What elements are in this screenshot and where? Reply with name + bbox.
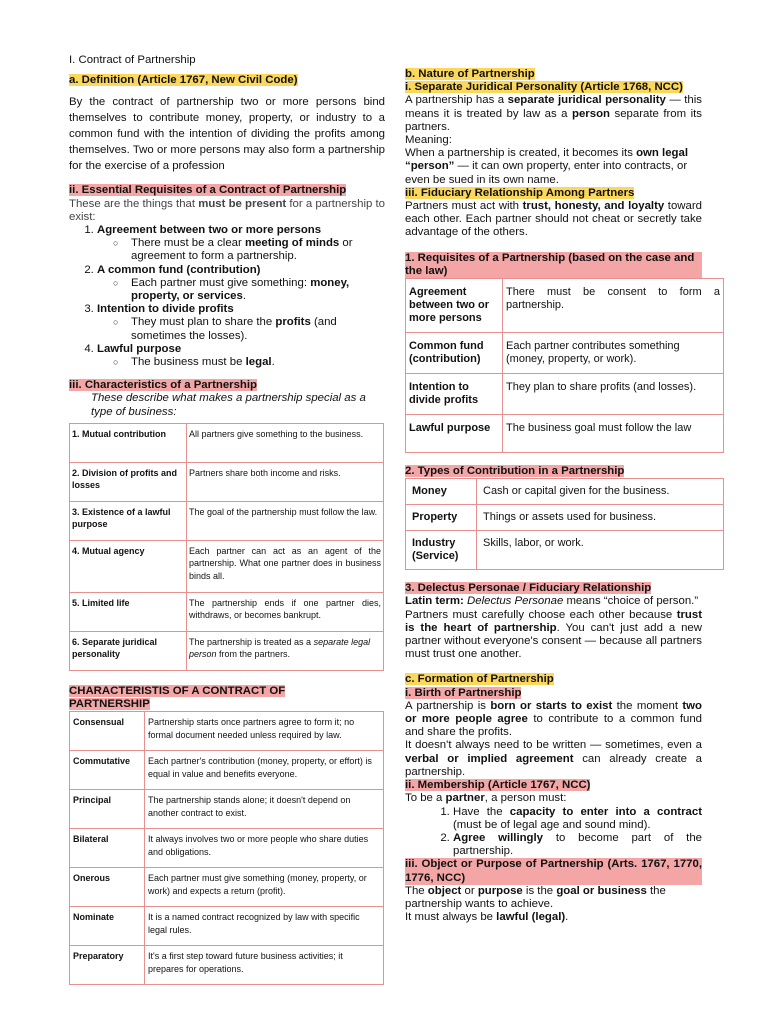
membership-list: [405, 806, 702, 859]
table-row: Intention to divide profits They plan to share profits (and losses).: [406, 374, 724, 415]
requisites-heading: ii. Essential Requisites of a Contract of Partnership: [69, 184, 347, 197]
characteristics-heading: iii. Characteristics of a Partnership: [69, 379, 258, 392]
list-subitem: ○ Each partner must give something: money, property, or services.: [131, 277, 385, 303]
meaning-label: Meaning:: [405, 134, 452, 147]
requisites-case-heading: 1. Requisites of a Partnership (based on the case and the law): [405, 252, 702, 278]
definition-heading: a. Definition (Article 1767, New Civil Code): [69, 74, 298, 87]
table-row: Industry (Service) Skills, labor, or work.: [406, 531, 724, 570]
list-item: 2. A common fund (contribution) ○ Each partner must give something: money, property, or services.: [97, 264, 385, 304]
contribution-types-table: [405, 478, 724, 570]
meaning-text: When a partnership is created, it becomes its own legal “person” — it can own property, enter into contracts, or even be sued in its own name.: [405, 147, 688, 186]
table-row: Consensual Partnership starts once partners agree to form it; no formal document needed unless required by law.: [70, 712, 384, 751]
document-title: I. Contract of Partnership: [69, 54, 196, 66]
table-row: 1. Mutual contribution All partners give something to the business.: [70, 423, 384, 462]
separate-personality-heading: i. Separate Juridical Personality (Article 1768, NCC): [405, 81, 683, 94]
right-column: [405, 68, 720, 924]
table-row: 5. Limited life The partnership ends if one partner dies, withdraws, or becomes bankrupt.: [70, 592, 384, 631]
list-item: 2. Agree willingly to become part of the partnership.: [453, 832, 702, 858]
list-item: 4. Lawful purpose ○ The business must be legal.: [97, 343, 385, 369]
object-text: The object or purpose is the goal or business the partnership wants to achieve.: [405, 884, 666, 910]
nature-heading: b. Nature of Partnership: [405, 68, 535, 80]
table-row: Lawful purpose The business goal must follow the law: [406, 415, 724, 453]
table-row: Nominate It is a named contract recognized by law with specific legal rules.: [70, 907, 384, 946]
table-row: Agreement between two or more persons There must be consent to form a partnership.: [406, 279, 724, 333]
list-item: 1. Have the capacity to enter into a contract (must be of legal age and sound mind).: [453, 806, 702, 832]
contribution-types-heading: 2. Types of Contribution in a Partnership: [405, 465, 625, 478]
object-heading: iii. Object or Purpose of Partnership (Arts. 1767, 1770, 1776, NCC): [405, 858, 702, 884]
table-row: Common fund (contribution) Each partner contributes something (money, property, or work).: [406, 333, 724, 374]
requisites-case-table: [405, 278, 724, 453]
definition-text: By the contract of partnership two or more persons bind themselves to contribute money, property, or industry to a common fund with the intention of dividing the profits among themselves. Two or more persons may also form a partnership for the exercise of a profession: [69, 96, 385, 172]
list-subitem: ○ They must plan to share the profits (and sometimes the losses).: [131, 316, 385, 342]
characteristics-table: [69, 423, 384, 671]
list-item: 1. Agreement between two or more persons ○ There must be a clear meeting of minds or agreement to form a partnership.: [97, 224, 385, 264]
table-row: Property Things or assets used for business.: [406, 505, 724, 531]
formation-heading: c. Formation of Partnership: [405, 673, 554, 686]
contract-characteristics-heading: CHARACTERISTIS OF A CONTRACT OF: [69, 684, 286, 697]
list-item: 3. Intention to divide profits ○ They must plan to share the profits (and sometimes the losses).: [97, 303, 385, 343]
table-row: Onerous Each partner must give something (money, property, or work) and expects a return (profit).: [70, 868, 384, 907]
table-row: Money Cash or capital given for the business.: [406, 479, 724, 505]
latin-term-text: Latin term: Delectus Personae means “choice of person.”: [405, 595, 699, 608]
contract-characteristics-table: [69, 711, 384, 985]
birth-text: A partnership is born or starts to exist the moment two or more people agree to contribute to a common fund and share the profits.: [405, 699, 702, 739]
table-row: 2. Division of profits and losses Partners share both income and risks.: [70, 462, 384, 501]
table-row: Preparatory It's a first step toward future business activities; it prepares for operations.: [70, 946, 384, 985]
birth-text-2: It doesn't always need to be written — sometimes, even a verbal or implied agreement can already create a partnership.: [405, 739, 702, 778]
table-row: 3. Existence of a lawful purpose The goal of the partnership must follow the law.: [70, 501, 384, 540]
delectus-text: Partners must carefully choose each other because trust is the heart of partnership. You can't just add a new partner without everyone's consent — because all partners must trust one another.: [405, 608, 702, 661]
list-subitem: ○ There must be a clear meeting of minds or agreement to form a partnership.: [131, 237, 385, 263]
delectus-heading: 3. Delectus Personae / Fiduciary Relationship: [405, 582, 652, 595]
table-row: Bilateral It always involves two or more people who share duties and obligations.: [70, 829, 384, 868]
table-row: Principal The partnership stands alone; it doesn't depend on another contract to exist.: [70, 790, 384, 829]
left-column: [69, 54, 385, 985]
separate-personality-text: A partnership has a separate juridical personality — this means it is treated by law as a person separate from its partners.: [405, 94, 702, 133]
contract-characteristics-heading-2: PARTNERSHIP: [69, 698, 150, 711]
table-row: 6. Separate juridical personality The partnership is treated as a separate legal person from the partners.: [70, 631, 384, 670]
fiduciary-text: Partners must act with trust, honesty, and loyalty toward each other. Each partner should not cheat or secretly take advantage of the others.: [405, 200, 702, 239]
lawful-text: It must always be lawful (legal).: [405, 911, 569, 924]
membership-heading: ii. Membership (Article 1767, NCC): [405, 779, 591, 792]
characteristics-intro: These describe what makes a partnership special as a type of business:: [91, 392, 366, 418]
membership-text: To be a partner, a person must:: [405, 792, 567, 805]
table-row: Commutative Each partner's contribution (money, property, or effort) is equal in value and benefits everyone.: [70, 751, 384, 790]
requisites-intro: These are the things that must be present for a partnership to exist:: [69, 197, 385, 223]
requisites-list: [69, 224, 385, 369]
fiduciary-heading: iii. Fiduciary Relationship Among Partners: [405, 186, 635, 199]
table-row: 4. Mutual agency Each partner can act as an agent of the partnership. What one partner does in business binds all.: [70, 540, 384, 592]
list-subitem: ○ The business must be legal.: [131, 356, 385, 369]
birth-heading: i. Birth of Partnership: [405, 686, 522, 699]
